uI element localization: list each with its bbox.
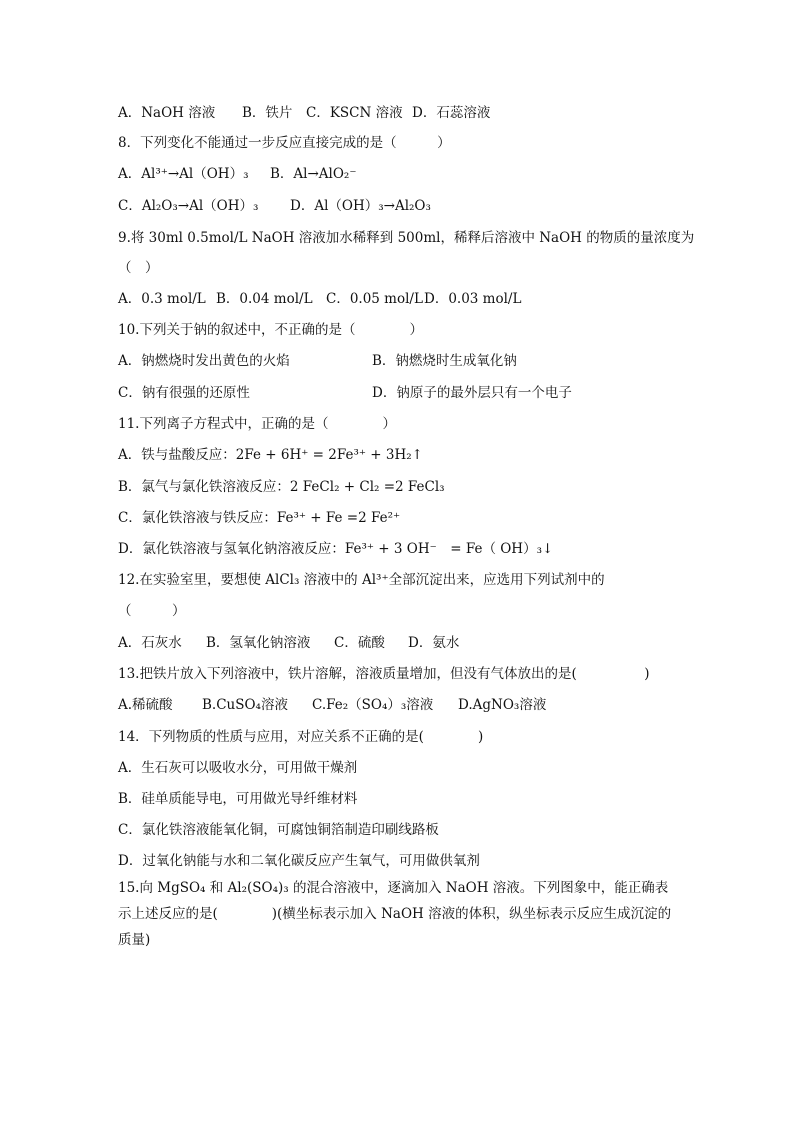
- q8-option-c: C．Al₂O₃→Al（OH）₃: [118, 198, 259, 214]
- q11-option-b: B．氯气与氯化铁溶液反应：2 FeCl₂ + Cl₂ =2 FeCl₃: [118, 479, 445, 495]
- q13-options: [118, 696, 546, 714]
- q8-option-b: B．Al→AlO₂⁻: [270, 166, 357, 182]
- q14-option-a: A．生石灰可以吸收水分，可用做干燥剂: [118, 760, 358, 776]
- q12-option-b: B．氢氧化钠溶液: [206, 635, 311, 651]
- q9-stem: 9.将 30ml 0.5mol/L NaOH 溶液加水稀释到 500ml，稀释后溶液中 NaOH 的物质的量浓度为: [118, 230, 695, 246]
- q8-options-ab: [118, 165, 356, 183]
- q11-option-d: D．氯化铁溶液与氢氧化钠溶液反应：Fe³⁺ + 3 OH⁻ = Fe（ OH）₃↓: [118, 541, 554, 557]
- q11-option-c: C．氯化铁溶液与铁反应：Fe³⁺ + Fe =2 Fe²⁺: [118, 510, 401, 526]
- q9-option-a: A．0.3 mol/L: [118, 291, 206, 307]
- q12-option-d: D．氨水: [408, 635, 460, 651]
- q8-stem: 8．下列变化不能通过一步反应直接完成的是（ ）: [118, 135, 451, 151]
- q8-option-a: A．Al³⁺→Al（OH）₃: [118, 166, 249, 182]
- q13-option-c: C.Fe₂（SO₄）₃溶液: [312, 697, 434, 713]
- q14-stem: 14．下列物质的性质与应用，对应关系不正确的是( ): [118, 729, 484, 745]
- q7-option-b: B．铁片: [242, 105, 293, 121]
- q10-option-d: D．钠原子的最外层只有一个电子: [372, 385, 572, 401]
- q12-stem: 12.在实验室里，要想使 AlCl₃ 溶液中的 Al³⁺全部沉淀出来，应选用下列试剂中的: [118, 572, 605, 588]
- q12-option-a: A．石灰水: [118, 635, 182, 651]
- q14-option-c: C．氯化铁溶液能氧化铜，可腐蚀铜箔制造印刷线路板: [118, 822, 439, 838]
- q8-option-d: D．Al（OH）₃→Al₂O₃: [290, 198, 431, 214]
- q9-option-c: C．0.05 mol/L: [326, 291, 423, 307]
- q14-option-d: D．过氧化钠能与水和二氧化碳反应产生氧气，可用做供氧剂: [118, 853, 480, 869]
- q11-option-a: A．铁与盐酸反应：2Fe + 6H⁺ = 2Fe³⁺ + 3H₂↑: [118, 447, 423, 463]
- q13-option-a: A.稀硫酸: [118, 697, 173, 713]
- q12-answer-paren: （ ）: [118, 603, 186, 619]
- q13-option-b: B.CuSO₄溶液: [202, 697, 288, 713]
- q14-option-b: B．硅单质能导电，可用做光导纤维材料: [118, 791, 358, 807]
- q13-option-d: D.AgNO₃溶液: [458, 697, 547, 713]
- q7-option-d: D．石蕊溶液: [412, 105, 491, 121]
- q13-stem: 13.把铁片放入下列溶液中，铁片溶解，溶液质量增加，但没有气体放出的是( ): [118, 666, 650, 682]
- q10-option-b: B．钠燃烧时生成氧化钠: [372, 353, 517, 369]
- q7-option-c: C．KSCN 溶液: [306, 105, 403, 121]
- q8-options-cd: [118, 197, 431, 215]
- q7-option-a: A．NaOH 溶液: [118, 105, 216, 121]
- q10-option-a: A．钠燃烧时发出黄色的火焰: [118, 353, 290, 369]
- q9-option-b: B．0.04 mol/L: [216, 291, 313, 307]
- q7-options: [118, 104, 490, 122]
- q15-stem: 15.向 MgSO₄ 和 Al₂(SO₄)₃ 的混合溶液中，逐滴加入 NaOH 溶液。下列图象中，能正确表示上述反应的是( )(横坐标表示加入 NaOH 溶液的体积，纵坐标表示反应生成沉淀的质量): [118, 880, 672, 948]
- q10-option-c: C．钠有很强的还原性: [118, 385, 250, 401]
- q11-stem: 11.下列离子方程式中，正确的是（ ）: [118, 416, 396, 432]
- q9-option-d: D．0.03 mol/L: [424, 291, 522, 307]
- q10-stem: 10.下列关于钠的叙述中，不正确的是（ ）: [118, 322, 423, 338]
- q12-option-c: C．硫酸: [334, 635, 385, 651]
- q9-options: [118, 290, 521, 308]
- q9-answer-paren: （ ）: [118, 260, 159, 276]
- q10-options-cd: [118, 384, 572, 402]
- q10-options-ab: [118, 352, 517, 370]
- q12-options: [118, 634, 459, 652]
